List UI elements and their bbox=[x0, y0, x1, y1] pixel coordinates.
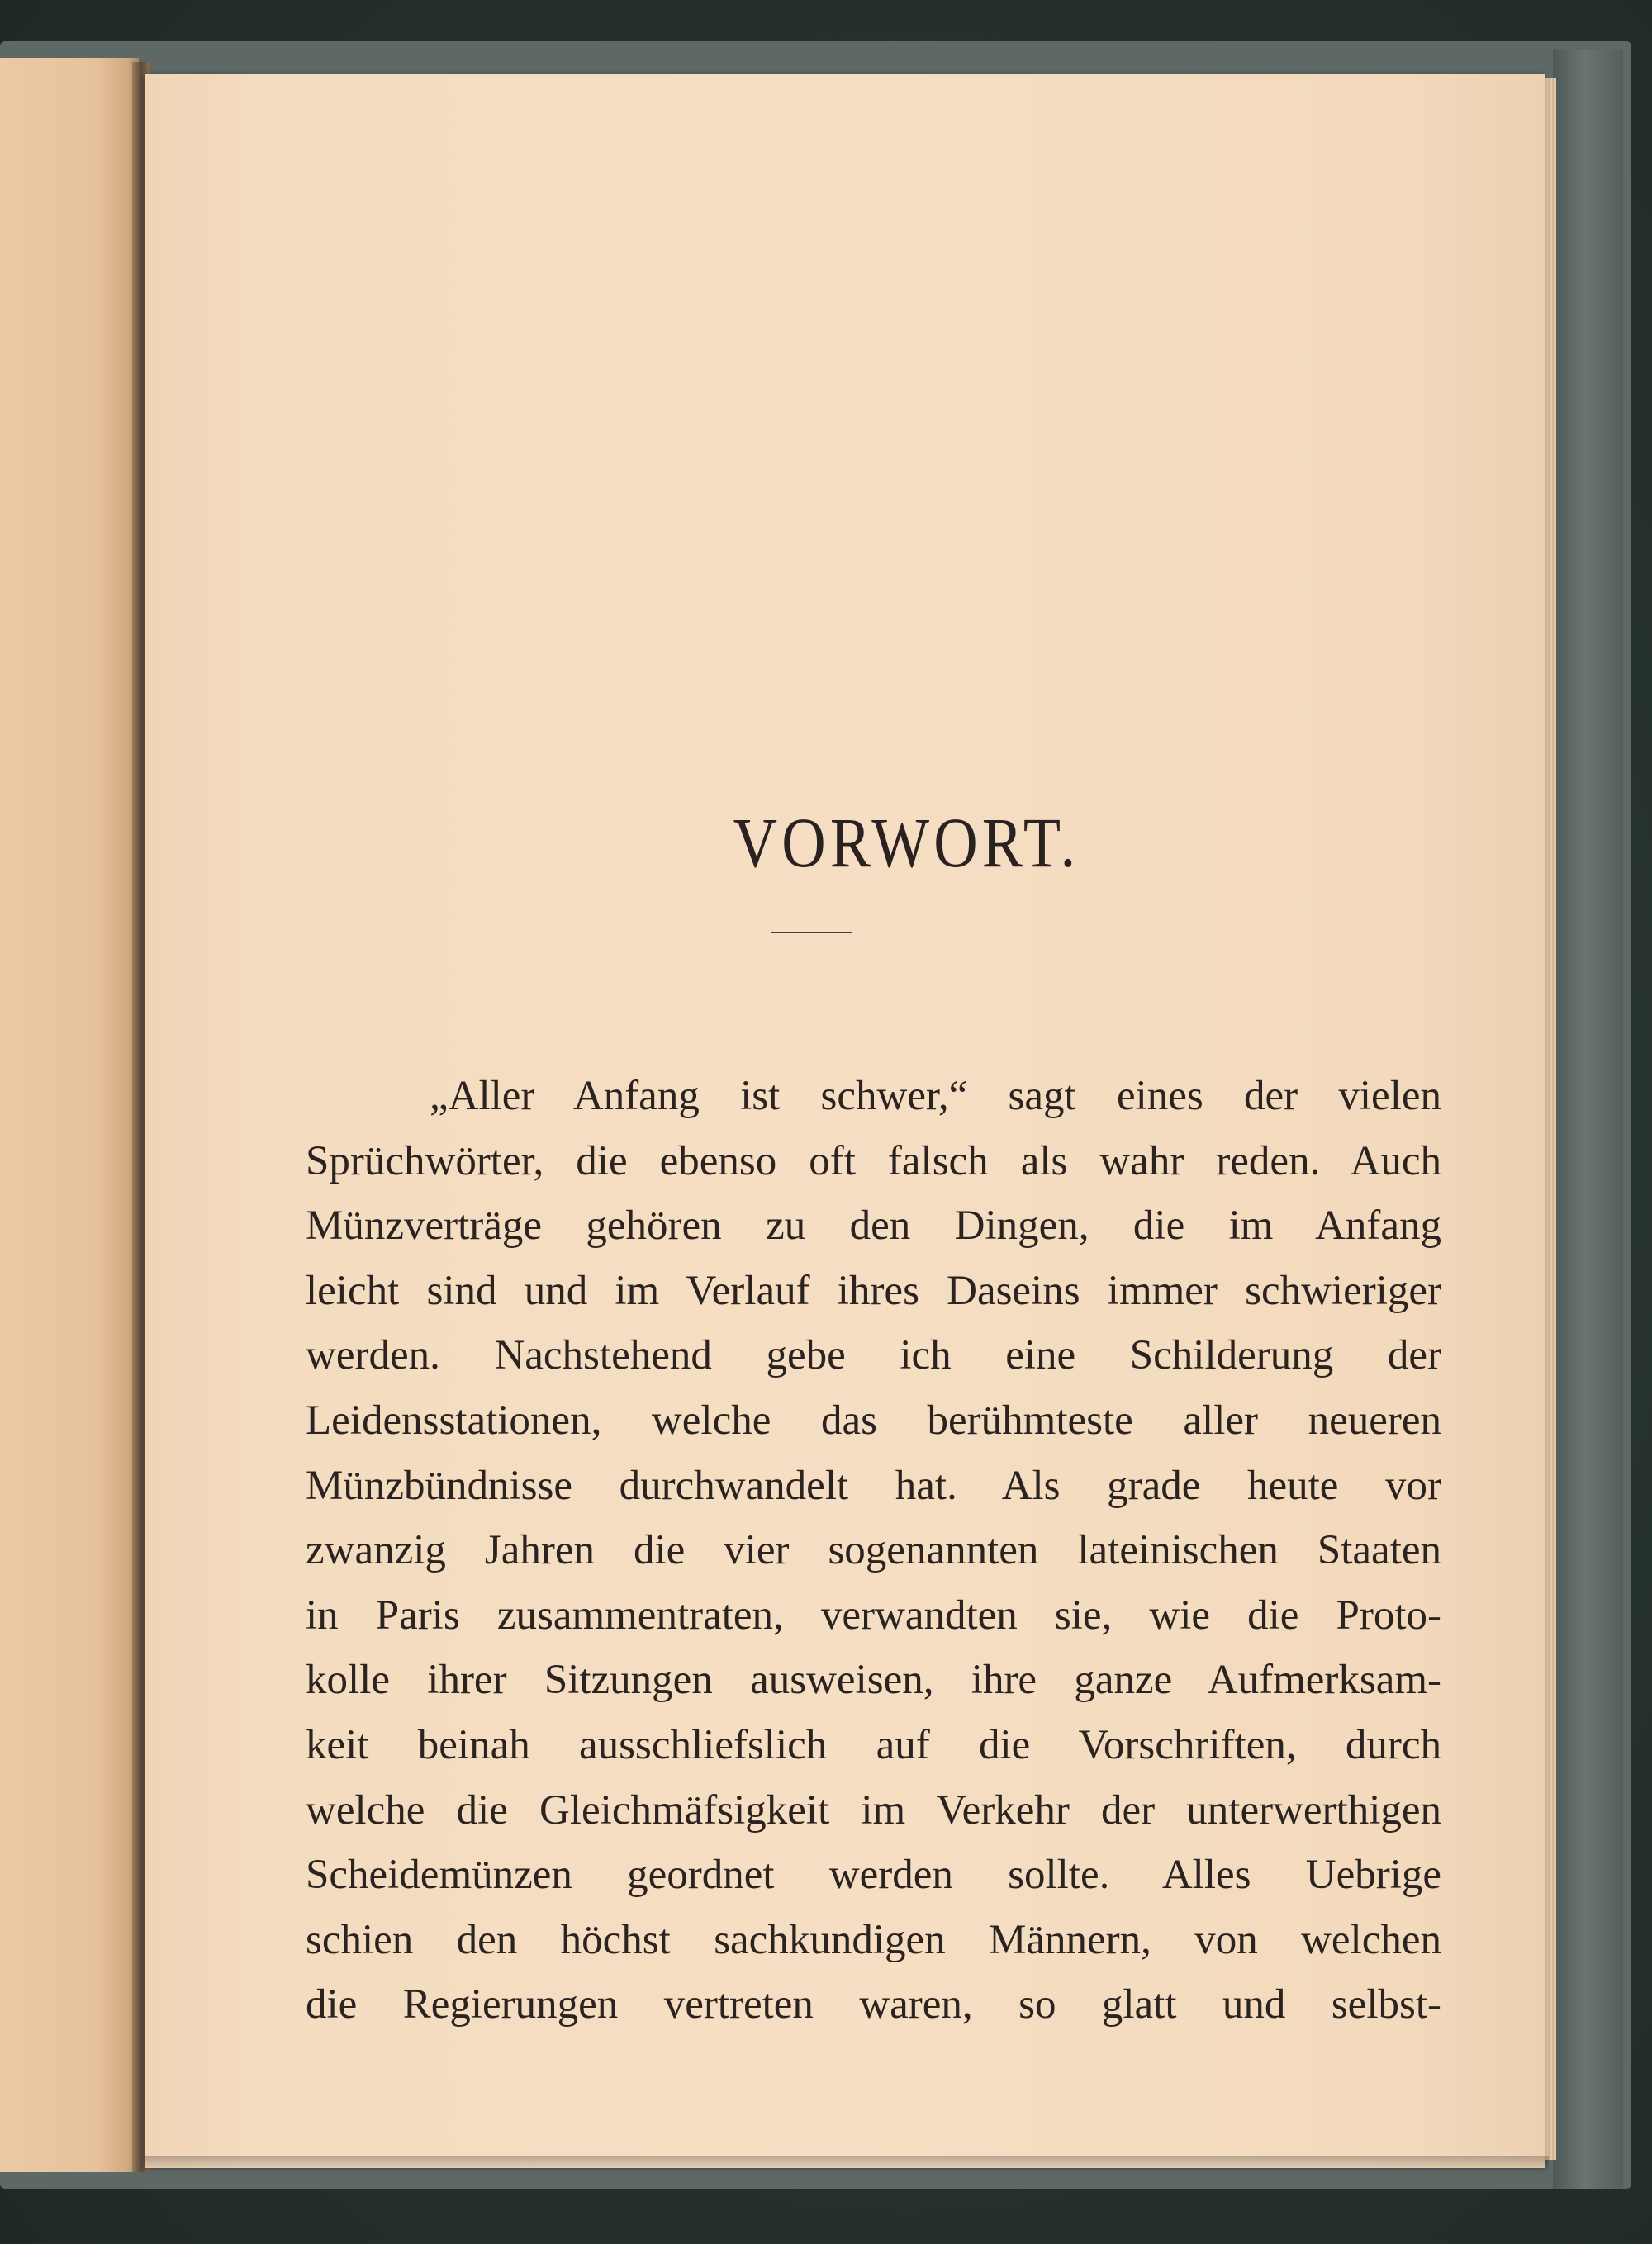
body-paragraph bbox=[306, 1064, 1441, 2038]
book-cover-edge bbox=[1553, 50, 1623, 2189]
text-line: leicht sind und im Verlauf ihres Daseins immer schwieriger bbox=[306, 1267, 1441, 1314]
text-line: Münzbündnisse durchwandelt hat. Als grade heute vor bbox=[306, 1462, 1441, 1509]
left-page-edge bbox=[0, 58, 139, 2172]
text-line: schien den höchst sachkundigen Männern, von welchen bbox=[306, 1916, 1441, 1963]
text-line: Scheidemünzen geordnet werden sollte. Alles Uebrige bbox=[306, 1852, 1441, 1899]
text-line: Münzverträge gehören zu den Dingen, die im Anfang bbox=[306, 1203, 1441, 1250]
text-line: keit beinah ausschliefslich auf die Vorschriften, durch bbox=[306, 1721, 1441, 1768]
text-line: die Regierungen vertreten waren, so glatt und selbst- bbox=[306, 1981, 1441, 2028]
text-line: Leidensstationen, welche das berühmteste aller neueren bbox=[306, 1397, 1441, 1444]
book-page bbox=[145, 74, 1545, 2168]
page-title: VORWORT. bbox=[733, 803, 1080, 882]
text-line: welche die Gleichmäfsigkeit im Verkehr der unterwerthigen bbox=[306, 1786, 1441, 1834]
text-line: werden. Nachstehend gebe ich eine Schilderung der bbox=[306, 1332, 1441, 1379]
text-line: zwanzig Jahren die vier sogenannten lateinischen Staaten bbox=[306, 1527, 1441, 1574]
text-line: „Aller Anfang ist schwer,“ sagt eines der vielen bbox=[430, 1073, 1441, 1119]
title-divider bbox=[771, 932, 852, 933]
page-bottom-shadow bbox=[145, 2156, 1549, 2172]
text-line: Sprüchwörter, die ebenso oft falsch als wahr reden. Auch bbox=[306, 1137, 1441, 1184]
text-line: kolle ihrer Sitzungen ausweisen, ihre ganze Aufmerksam- bbox=[306, 1657, 1441, 1704]
text-line: in Paris zusammentraten, verwandten sie, wie die Proto- bbox=[306, 1592, 1441, 1639]
